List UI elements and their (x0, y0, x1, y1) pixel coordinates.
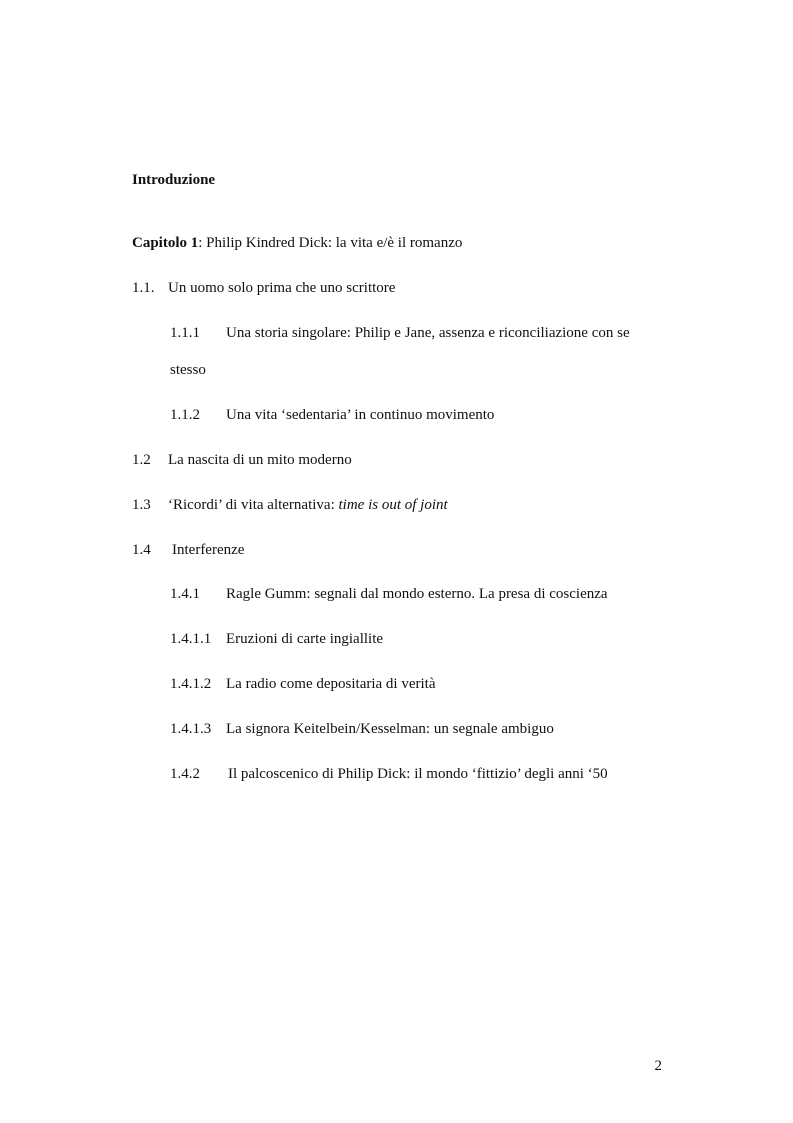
toc-1-4-2-title: Il palcoscenico di Philip Dick: il mondo ‘fittizio’ degli anni ‘50 (228, 766, 608, 782)
toc-1-4-number: 1.4 (132, 542, 151, 558)
toc-1-1-1-title-continued: stesso (170, 362, 206, 378)
toc-1-4-title: Interferenze (172, 542, 245, 558)
toc-1-1-2-title: Una vita ‘sedentaria’ in continuo movimento (226, 407, 495, 423)
toc-1-3-title-italic: time is out of joint (338, 497, 448, 513)
toc-1-4-1-3-number: 1.4.1.3 (170, 721, 212, 737)
toc-1-4-1-number: 1.4.1 (170, 586, 200, 602)
toc-1-4-1-3-title: La signora Keitelbein/Kesselman: un segnale ambiguo (226, 721, 554, 737)
toc-chapter-1 (132, 234, 462, 252)
toc-1-2-title: La nascita di un mito moderno (168, 452, 352, 468)
page-number: 2 (654, 1058, 662, 1074)
toc-1-2-number: 1.2 (132, 452, 151, 468)
toc-1-4-1-2-number: 1.4.1.2 (170, 676, 212, 692)
chapter-1-label: Capitolo 1 (132, 235, 199, 251)
toc-1-1-1-number: 1.1.1 (170, 325, 200, 341)
toc-1-4-1-2-title: La radio come depositaria di verità (226, 676, 436, 692)
toc-1-1-number: 1.1. (132, 280, 155, 296)
toc-1-4-2-number: 1.4.2 (170, 766, 200, 782)
toc-1-4-1-1-number: 1.4.1.1 (170, 631, 212, 647)
toc-1-4-1-1-title: Eruzioni di carte ingiallite (226, 631, 384, 647)
toc-1-4-1-title: Ragle Gumm: segnali dal mondo esterno. La presa di coscienza (226, 586, 608, 602)
toc-1-1-2-number: 1.1.2 (170, 407, 200, 423)
toc-1-3-title (168, 496, 448, 514)
toc-1-3-number: 1.3 (132, 497, 151, 513)
chapter-1-title: : Philip Kindred Dick: la vita e/è il romanzo (198, 235, 463, 251)
toc-1-3-title-text: ‘Ricordi’ di vita alternativa: (168, 497, 339, 513)
toc-1-1-title: Un uomo solo prima che uno scrittore (168, 280, 396, 296)
toc-introduction: Introduzione (132, 172, 216, 188)
toc-1-1-1-title: Una storia singolare: Philip e Jane, assenza e riconciliazione con se (226, 325, 630, 341)
